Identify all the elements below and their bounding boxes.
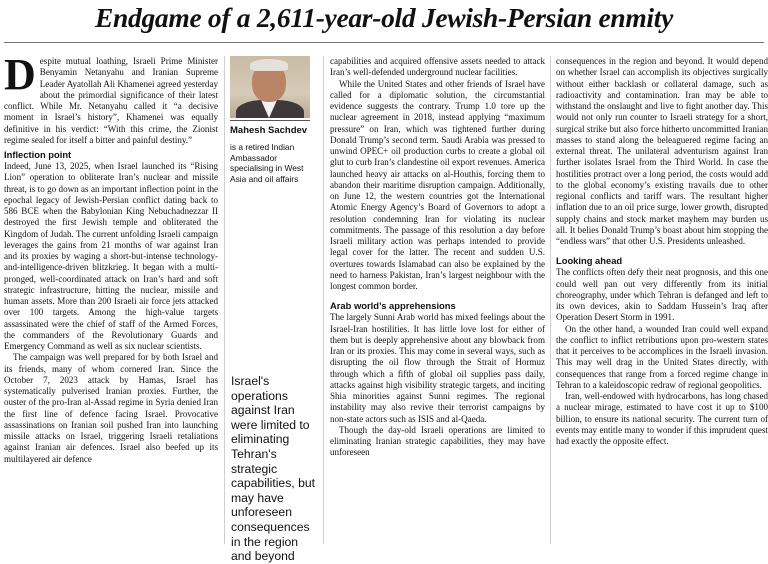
column-4: [556, 56, 768, 447]
column-1: [4, 50, 218, 465]
paragraph: Though the day-old Israeli operations are limited to eliminating Iranian strategic capabilities, they may have unforeseen: [330, 424, 545, 458]
author-photo: [230, 56, 310, 118]
paragraph: The largely Sunni Arab world has mixed feelings about the Israel-Iran hostilities. It has little love lost for either of them but is deeply apprehensive about any blowback from Iran or its proxies. This may come in several ways, such as disrupting the oil flow through the Strait of Hormuz through which a fifth of global oil supplies pass daily, attacks against high visibility strategic targets, and inciting Shia minorities against Sunni regimes. The regional instability may also revive their terrorist campaigns by non-state actors such as ISIS and al-Qaeda.: [330, 312, 545, 424]
column-divider: [550, 56, 551, 544]
photo-hair: [250, 59, 288, 71]
pull-quote: Israel's operations against Iran were limited to eliminating Tehran's strategic capabilities, but may have unforeseen consequences in the region and beyond: [231, 374, 316, 564]
column-divider: [323, 56, 324, 544]
drop-cap: D: [4, 50, 36, 99]
paragraph: On the other hand, a wounded Iran could well expand the conflict to inflict retributions upon pro-western states that it perceives to be accomplices in the Israeli invasion. This may well drag in the United States directly, with consequences that range from a forced regime change in Tehran to a kaleidoscopic redraw of regional geopolitics.: [556, 323, 768, 390]
paragraph: Iran, well-endowed with hydrocarbons, has long chased a nuclear mirage, estimated to have cost it up to $100 billion, to ensure its national security. The current turn of events may entitle many to wonder if this imprudent quest had exactly the opposite effect.: [556, 391, 768, 446]
subheading-looking-ahead: Looking ahead: [556, 255, 623, 267]
headline: Endgame of a 2,611-year-old Jewish-Persian enmity: [94, 2, 674, 33]
intro-text: espite mutual loathing, Israeli Prime Minister Benyamin Netanyahu and Iranian Supreme Leader Ayatollah Ali Khamenei agreed yesterday about the primordial significance of their latest conflict. While Mr. Netanyahu called it “a decisive moment in Israel’s history”, Khamenei was equally definitive in his verdict: “With this crime, the Zionist regime sealed for itself a bitter and painful destiny.”: [4, 56, 218, 145]
paragraph: consequences in the region and beyond. It would depend on whether Israel can accomplish its objectives surgically without either backlash or collateral damage, such as radioactivity and contamination. Iran may be able to withstand the onslaught and live to fight another day. This would not only run counter to Israeli strategy for a short, surgical strike but also force hitherto uncommitted Iranian masses to stand along the beleaguered regime facing an external threat. The unilateral adventurism against Iran further isolates Israel from the Third World. In case the hostilities protract over a long period, the costs would add to the global economy’s existing travails due to other regional conflicts and tariff wars. The resultant higher inflation due to an oil price surge, lower growth, disrupted supply chains and stock market mayhem may burden us all. It belies Donald Trump’s boast about him stopping the “endless wars” that other U.S. Presidents unleashed.: [556, 56, 768, 246]
paragraph: capabilities and acquired offensive assets needed to attack Iran’s well-defended underground nuclear facilities.: [330, 56, 545, 78]
paragraph: The campaign was well prepared for by both Israel and its friends, many of whom cornered Iran. Since the October 7, 2023 attack by Hamas, Israel has systematically pulverised Iranian proxies. Further, the ouster of the pro-Iran al-Assad regime in Syria denied Iran the first line of defence facing Israel. Provocative assassinations on Iranian soil pushed Iran into launching missile attacks on Israel, triggering Israeli retaliations against Iranian air defences. Israel also beefed up its multilayered air defence: [4, 352, 218, 464]
column-3: [330, 56, 545, 459]
intro-paragraph: [4, 50, 218, 146]
author-name: Mahesh Sachdev: [230, 125, 308, 136]
headline-rule: [4, 42, 764, 43]
subheading-inflection-point: Inflection point: [4, 149, 72, 160]
author-bio: is a retired Indian Ambassador specialising in West Asia and oil affairs: [230, 142, 304, 184]
author-rule: [230, 120, 310, 121]
paragraph: Indeed, June 13, 2025, when Israel launched its “Rising Lion” operation to obliterate Iran’s nuclear and missile threat, is to go down as an important inflection point in the epochal legacy of Jewish-Persian conflict dating back to 586 BCE when the Babylonian King Nebuchadnezzar II destroyed the first Jewish temple and obliterated the Kingdom of Judah. The current unfolding Israeli campaign leverages the gains from 21 months of war against Iran and its proxies by waging a short-but-intense technology-and-intelligence-driven blitzkrieg. It began with a multi-pronged, well-coordinated attack on Iran’s hard and soft strategic infrastructure, hitting the nuclear, missile and human assets. More than 200 Israeli air force jets attacked over 100 targets. Among the high-value targets assassinated were the chief of staff of the Armed Forces, the commanders of the Revolutionary Guards and Emergency Command as well as six nuclear scientists.: [4, 161, 218, 351]
subheading-arab-world: Arab world’s apprehensions: [330, 300, 456, 312]
paragraph: While the United States and other friends of Israel have called for a diplomatic solution, the circumstantial evidence suggests the contrary. Trump 1.0 tore up the nuclear agreement in 2018, instead applying “maximum pressure” on Iran, which was tightened further during Donald Trump’s second term. Saudi Arabia was pressed to unwind OPEC+ oil production curbs to create a global oil glut to curb Iran’s clandestine oil export revenues. America launched heavy air attacks on al-Houthis, forcing them to abandon their maritime disruption campaign. Additionally, on June 12, the western countries got the International Atomic Energy Agency’s Board of Governors to adopt a resolution condemning Iran for violating its nuclear commitments. The passage of this resolution a day before Israeli military action was perhaps intended to provide legal cover for the latter. The recent and sudden U.S. overtures towards Islamabad can also be explained by the need to harness Pakistan, Iran’s largest neighbour with the longest common border.: [330, 78, 545, 291]
column-divider: [224, 56, 225, 544]
paragraph: The conflicts often defy their neat prognosis, and this one could well pan out very differently from its initial choreography, under which Tehran is defanged and left to its own devices, akin to Saddam Hussein’s Iraq after Operation Desert Storm in 1991.: [556, 267, 768, 323]
